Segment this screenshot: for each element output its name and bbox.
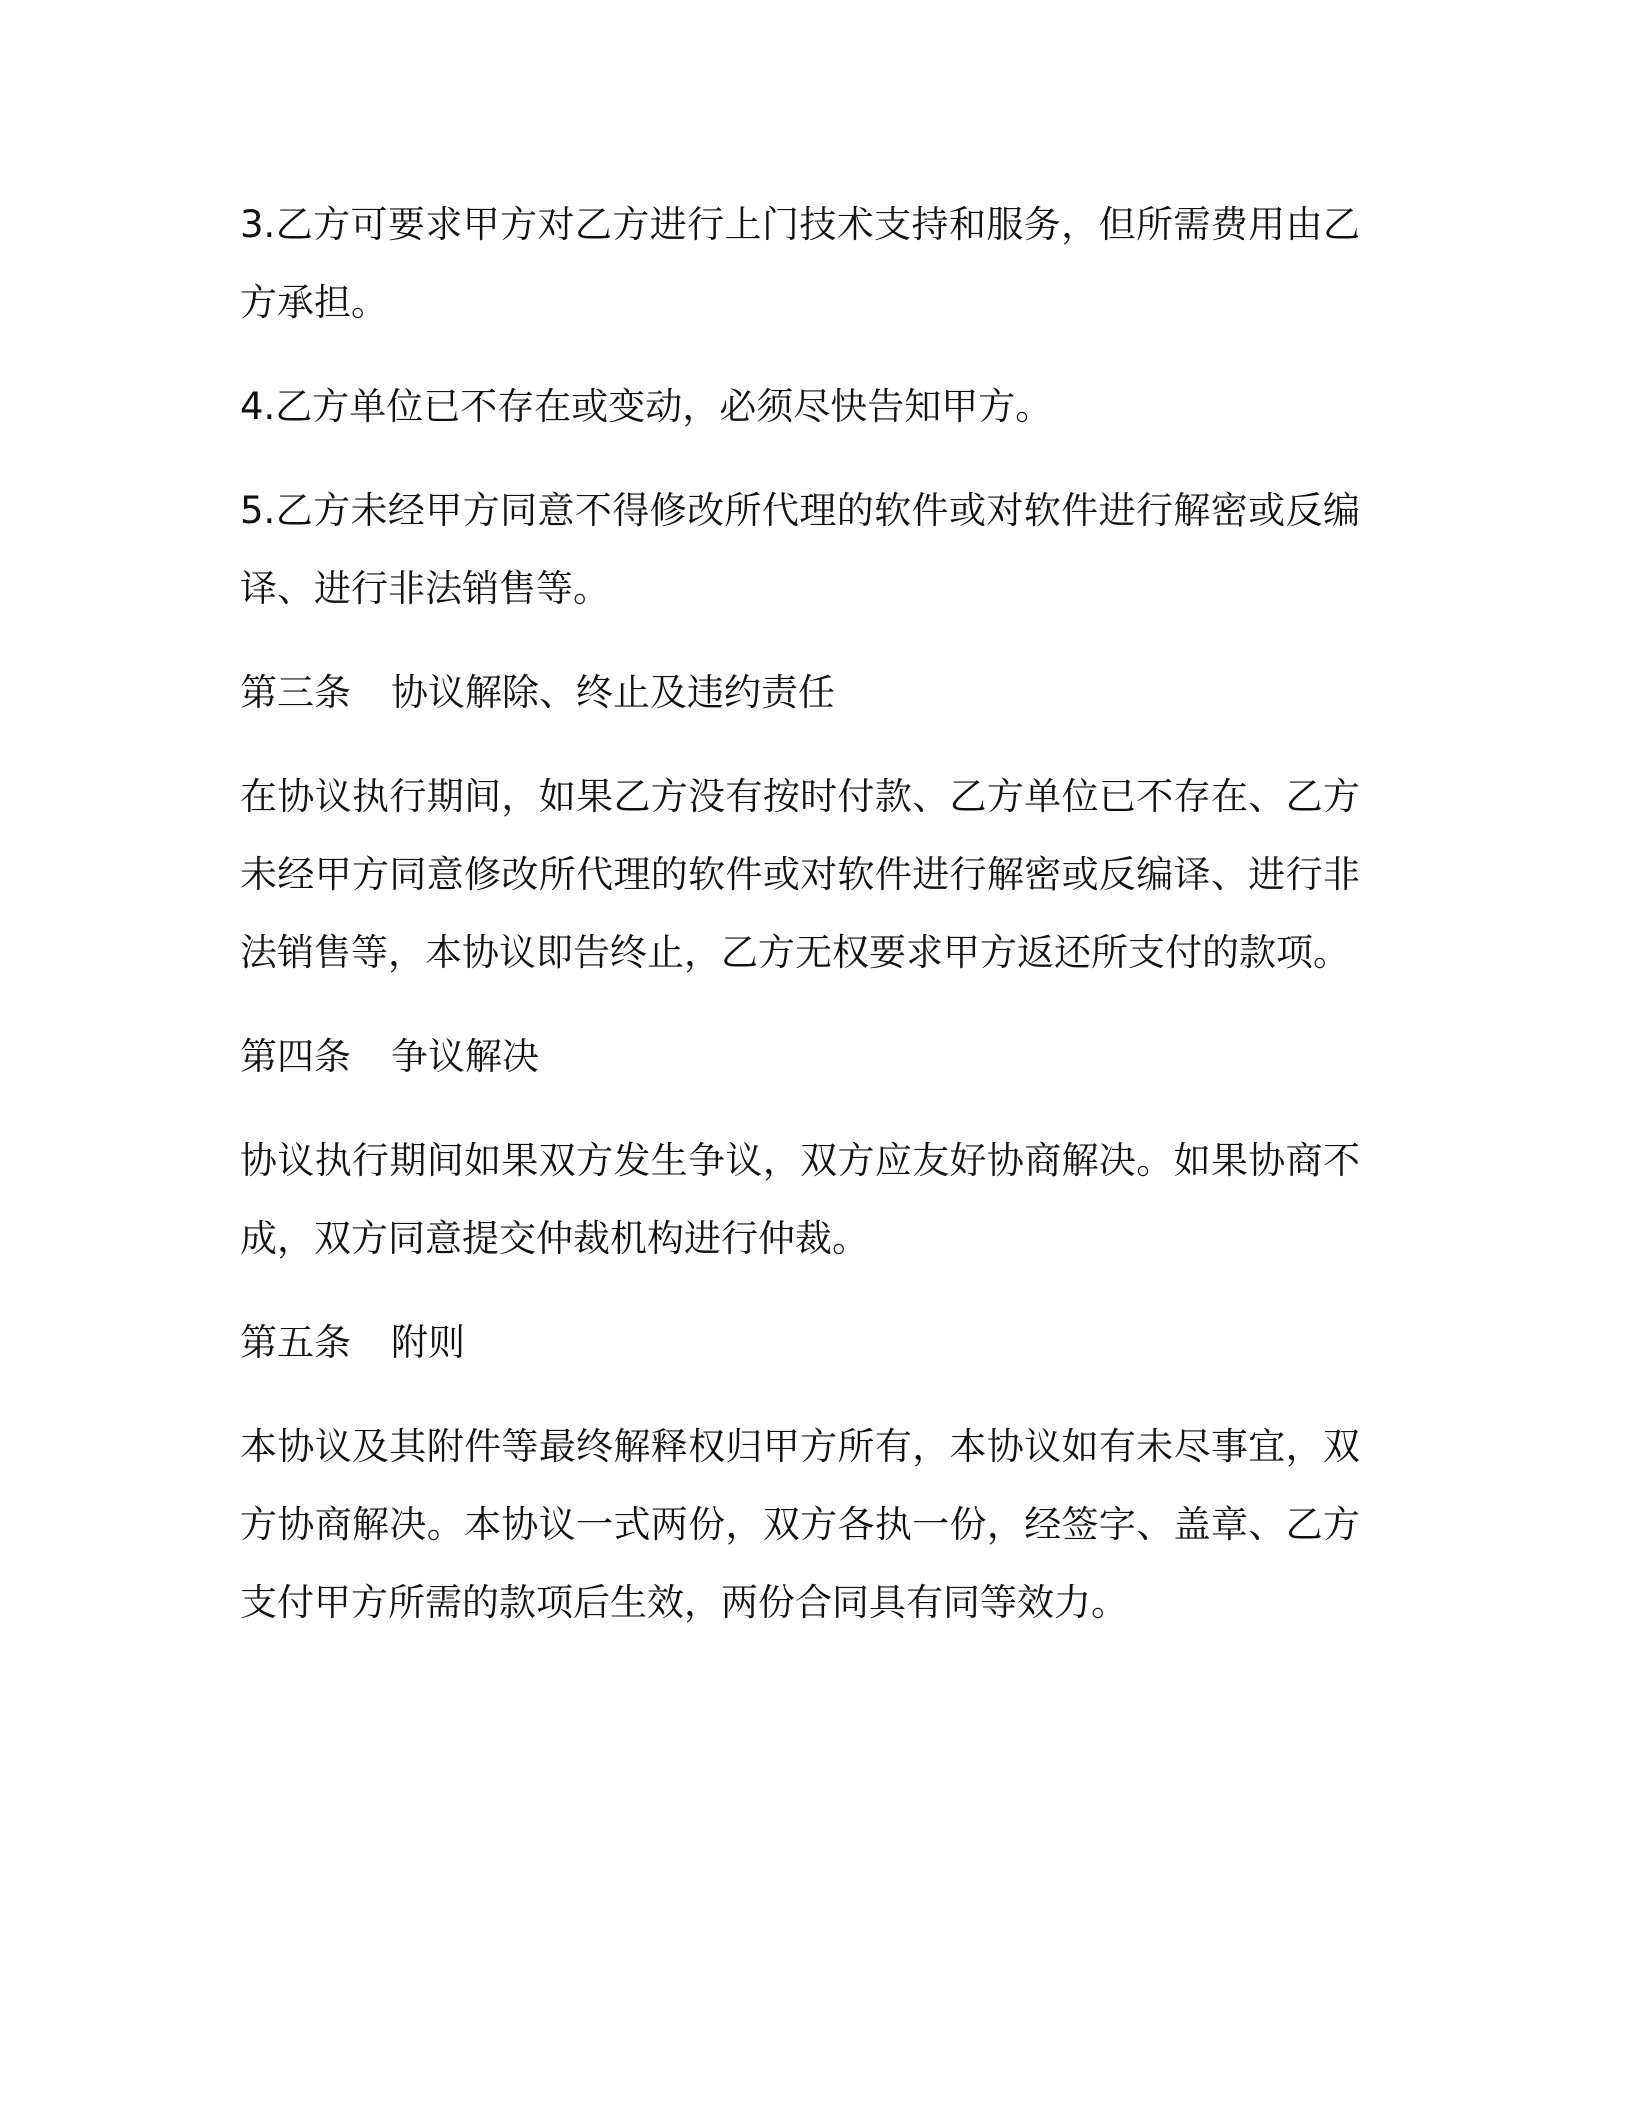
article-number: 第五条 [240, 1321, 351, 1364]
article-5-heading [240, 1304, 1360, 1382]
article-3-heading [240, 654, 1360, 732]
article-4-body: 协议执行期间如果双方发生争议，双方应友好协商解决。如果协商不成，双方同意提交仲裁机构进行仲裁。 [240, 1139, 1360, 1260]
article-5-body: 本协议及其附件等最终解释权归甲方所有，本协议如有未尽事宜，双方协商解决。本协议一式两份，双方各执一份，经签字、盖章、乙方支付甲方所需的款项后生效，两份合同具有同等效力。 [240, 1425, 1360, 1624]
document-body [240, 186, 1360, 1668]
article-number: 第四条 [240, 1035, 351, 1078]
clause-item-4: 4.乙方单位已不存在或变动，必须尽快告知甲方。 [240, 385, 1053, 428]
article-title: 附则 [391, 1321, 465, 1364]
article-title: 争议解决 [391, 1035, 539, 1078]
clause-item-3: 3.乙方可要求甲方对乙方进行上门技术支持和服务，但所需费用由乙方承担。 [240, 203, 1360, 324]
article-title: 协议解除、终止及违约责任 [391, 671, 835, 714]
article-3-body: 在协议执行期间，如果乙方没有按时付款、乙方单位已不存在、乙方未经甲方同意修改所代理的软件或对软件进行解密或反编译、进行非法销售等，本协议即告终止，乙方无权要求甲方返还所支付的款项。 [240, 775, 1360, 974]
clause-item-5: 5.乙方未经甲方同意不得修改所代理的软件或对软件进行解密或反编译、进行非法销售等。 [240, 489, 1360, 610]
article-number: 第三条 [240, 671, 351, 714]
article-4-heading [240, 1018, 1360, 1096]
